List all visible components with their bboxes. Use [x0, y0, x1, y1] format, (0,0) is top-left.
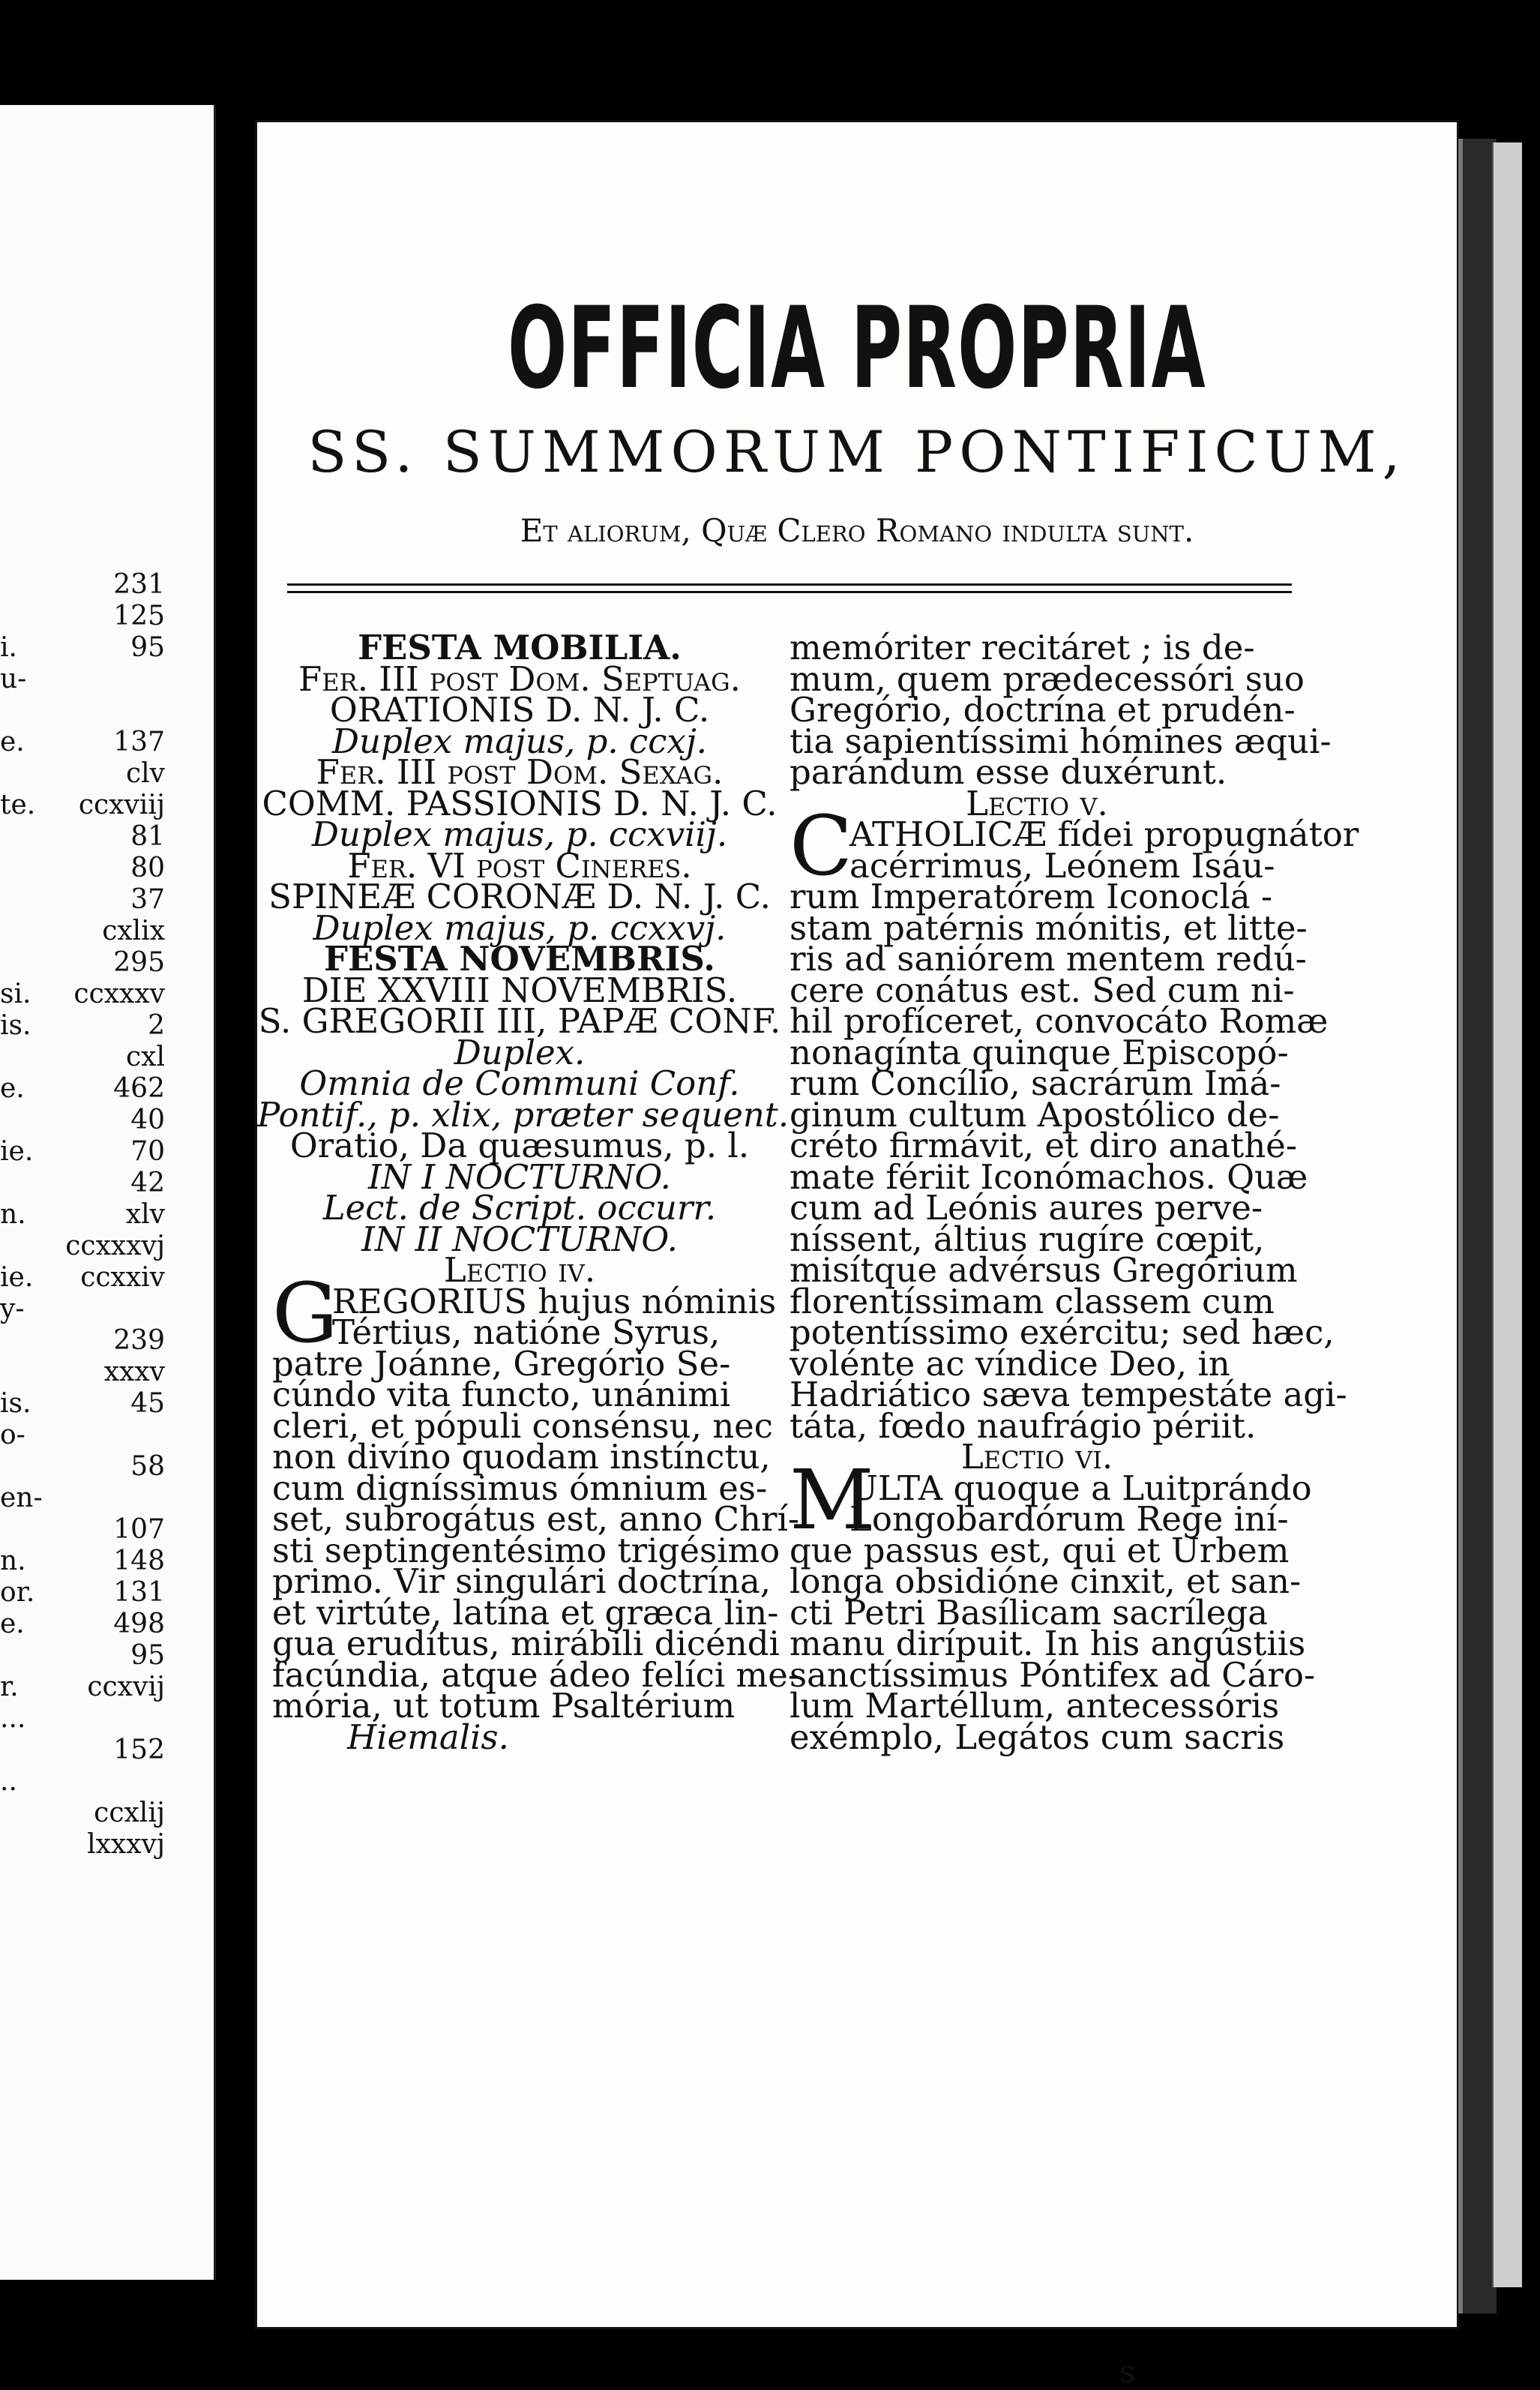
left-page-row — [0, 1830, 202, 1860]
left-page-row — [0, 979, 202, 1009]
text-line: REGORIUS hujus nóminis — [332, 1281, 777, 1321]
text-line: créto firmávit, et diro anathé- — [789, 1126, 1298, 1165]
left-page-row — [0, 822, 202, 852]
left-page-row — [0, 664, 202, 694]
left-page-row — [0, 1452, 202, 1482]
text-line: Gregório, doctrína et prudén- — [789, 690, 1296, 730]
text-line: potentíssimo exércitu; sed hæc, — [789, 1312, 1335, 1352]
previous-page — [0, 105, 216, 2280]
left-page-number: 498 — [113, 1609, 165, 1639]
left-page-number: 81 — [130, 821, 165, 852]
left-page-row — [0, 1389, 202, 1419]
text-line: patre Joánne, Gregório Se- — [272, 1343, 731, 1384]
left-page-row — [0, 1767, 202, 1797]
text-line: Longobardórum Rege iní- — [849, 1499, 1289, 1539]
text-line: stam patérnis mónitis, et litte- — [789, 907, 1308, 948]
left-page-fragment: en- — [0, 1483, 43, 1513]
left-page-row — [0, 1735, 202, 1765]
text-line: mum, quem prædecessóri suo — [789, 658, 1305, 699]
left-page-row — [0, 885, 202, 915]
left-page-number: 37 — [130, 884, 165, 915]
text-line: DIE XXVIII NOVEMBRIS. — [301, 970, 738, 1010]
text-line: tia sapientíssimi hómines æqui- — [789, 721, 1332, 761]
left-page-number: 70 — [130, 1136, 165, 1167]
text-line: ATHOLICÆ fídei propugnátor — [849, 814, 1359, 854]
text-line: que passus est, qui et Urbem — [789, 1530, 1290, 1570]
left-page-fragment: n. — [0, 1199, 26, 1230]
left-page-row — [0, 1609, 202, 1639]
left-page-row — [0, 1357, 202, 1387]
left-page-row — [0, 1326, 202, 1356]
left-page-row — [0, 948, 202, 978]
left-page-number: 462 — [113, 1073, 165, 1104]
left-page-number: clv — [125, 758, 165, 789]
text-line: volénte ac víndice Deo, in — [789, 1343, 1230, 1384]
left-page-number: 148 — [113, 1546, 165, 1576]
text-line: IN I NOCTURNO. — [368, 1156, 671, 1197]
text-line: ULTA quoque a Luitprándo — [849, 1468, 1312, 1508]
text-line: primo. Vir singulári doctrína, — [272, 1561, 771, 1601]
left-page-number: 107 — [113, 1514, 165, 1545]
text-line: Omnia de Communi Conf. — [299, 1063, 740, 1103]
left-page-row — [0, 601, 202, 631]
left-page-row — [0, 1074, 202, 1104]
left-page-number: cxl — [126, 1042, 165, 1072]
left-page-number: 95 — [130, 632, 165, 663]
left-page-number: 137 — [113, 727, 165, 757]
text-line: set, subrogátus est, anno Chrí- — [272, 1499, 800, 1539]
text-line: S. GREGORII III, PAPÆ CONF. — [258, 1001, 781, 1041]
left-page-number: 125 — [113, 601, 165, 631]
left-page-number: ccxxxv — [73, 979, 165, 1009]
left-page-row — [0, 1546, 202, 1576]
text-line: parándum esse duxérunt. — [789, 752, 1227, 792]
left-page-row — [0, 633, 202, 663]
text-line: táta, fœdo naufrágio périit. — [789, 1405, 1257, 1446]
drop-cap-letter: M — [789, 1451, 874, 1548]
left-page-row — [0, 1168, 202, 1198]
left-page-row — [0, 1578, 202, 1608]
left-page-fragment: ie. — [0, 1136, 34, 1167]
text-line: FESTA NOVEMBRIS. — [324, 939, 715, 979]
left-page-row — [0, 1483, 202, 1513]
left-page-number: 239 — [113, 1325, 165, 1356]
left-page-number: xlv — [125, 1199, 165, 1230]
drop-cap-letter: G — [272, 1264, 338, 1361]
text-line: et virtúte, latína et græca lin- — [272, 1592, 779, 1633]
left-page-row — [0, 1515, 202, 1545]
text-line: Duplex majus, p. ccxxvj. — [313, 907, 727, 948]
left-page-row — [0, 853, 202, 883]
text-line: rum Concílio, sacrárum Imá- — [789, 1063, 1281, 1103]
text-line: Tértius, natióne Syrus, — [332, 1312, 721, 1352]
left-page-number: ccxxiv — [80, 1262, 165, 1293]
left-page-number: ccxxxvj — [65, 1231, 165, 1261]
text-line: nonagínta quinque Episcopó- — [789, 1032, 1289, 1072]
left-page-fragment: o- — [0, 1420, 25, 1450]
text-line: sanctíssimus Póntifex ad Cáro- — [789, 1654, 1316, 1695]
left-page-row — [0, 1105, 202, 1135]
left-page-fragment: si. — [0, 979, 31, 1009]
text-line: Lectio iv. — [443, 1250, 596, 1290]
text-line: IN II NOCTURNO. — [361, 1219, 678, 1259]
text-line: Oratio, Da quæsumus, p. l. — [289, 1126, 750, 1165]
left-page-fragment: e. — [0, 1073, 25, 1104]
text-line: ris ad saniórem mentem redú- — [789, 939, 1307, 979]
left-page-number: 42 — [130, 1168, 165, 1198]
left-page-row — [0, 1704, 202, 1734]
text-line: longa obsidióne cinxit, et san- — [789, 1561, 1302, 1601]
left-page-row — [0, 696, 202, 726]
left-page-number: 58 — [130, 1451, 165, 1482]
left-page-fragment: or. — [0, 1577, 35, 1608]
text-line: cere conátus est. Sed cum ni- — [789, 970, 1295, 1010]
left-page-row — [0, 1011, 202, 1041]
left-page-row — [0, 1420, 202, 1450]
left-page-fragment: .. — [0, 1766, 17, 1797]
left-page-number: xxxv — [103, 1357, 165, 1387]
text-line: acérrimus, Leónem Isáu- — [849, 845, 1275, 886]
left-page-fragment: is. — [0, 1010, 31, 1041]
left-page-fragment: u- — [0, 664, 27, 694]
left-page-number: 152 — [113, 1735, 165, 1765]
left-page-row — [0, 1263, 202, 1293]
left-page-number: cxlix — [102, 916, 165, 946]
text-line: cum ad Leónis aures perve- — [789, 1188, 1263, 1228]
left-page-number: 295 — [113, 947, 165, 978]
page-subtitle-secondary: Et aliorum, Quæ Clero Romano indulta sunt. — [520, 512, 1194, 549]
left-page-row — [0, 759, 202, 789]
left-page-number: 231 — [113, 569, 165, 600]
text-line: gua erudítus, mirábili dicéndi — [272, 1624, 780, 1663]
left-page-row — [0, 790, 202, 820]
left-page-row — [0, 1137, 202, 1167]
text-line: non divíno quodam instínctu, — [272, 1437, 771, 1477]
text-line: cleri, et pópuli consénsu, nec — [272, 1405, 774, 1446]
left-page-row — [0, 1294, 202, 1324]
left-page-row — [0, 1200, 202, 1230]
text-line: COMM. PASSIONIS D. N. J. C. — [262, 783, 777, 823]
text-line: ginum cultum Apostólico de- — [789, 1094, 1280, 1135]
text-line: FESTA MOBILIA. — [358, 628, 682, 667]
text-line: cti Petri Basílicam sacrílega — [789, 1592, 1269, 1633]
left-page-fragment: r. — [0, 1672, 19, 1702]
text-line: Fer. III post Dom. Septuag. — [298, 658, 741, 699]
left-page-row — [0, 1042, 202, 1072]
text-line: exémplo, Legátos cum sacris — [789, 1717, 1285, 1757]
printer-signature: s — [1119, 2353, 1136, 2390]
text-line: Duplex. — [454, 1032, 586, 1072]
left-page-number: 80 — [130, 853, 165, 883]
left-page-fragment: e. — [0, 727, 25, 757]
left-page-fragment: n. — [0, 1546, 26, 1576]
text-line: SPINEÆ CORONÆ D. N. J. C. — [268, 877, 771, 916]
text-line: níssent, áltius rugíre cœpit, — [789, 1219, 1265, 1259]
left-page-fragment: ... — [0, 1703, 26, 1734]
left-page-fragment: i. — [0, 632, 17, 663]
left-page-number: 95 — [130, 1640, 165, 1671]
text-line: Lect. de Script. occurr. — [322, 1188, 717, 1228]
left-page-fragment: y- — [0, 1294, 25, 1324]
left-page-fragment: te. — [0, 790, 36, 820]
page-edge — [1458, 139, 1497, 2314]
left-page-row — [0, 916, 202, 946]
text-line: cum digníssimus ómnium es- — [272, 1468, 768, 1508]
text-line: memóriter recitáret ; is de- — [789, 628, 1255, 667]
header-rule — [287, 583, 1292, 586]
left-page-number: 45 — [130, 1388, 165, 1419]
left-page-row — [0, 1672, 202, 1702]
text-line: Duplex majus, p. ccxj. — [331, 721, 708, 761]
left-page-row — [0, 1798, 202, 1828]
text-line: hil profíceret, convocáto Romæ — [789, 1001, 1329, 1041]
page-edge-outer — [1492, 142, 1522, 2287]
left-page-row — [0, 727, 202, 757]
text-line: cúndo vita functo, unánimi — [272, 1375, 731, 1414]
left-page-row — [0, 570, 202, 600]
left-page-fragment: e. — [0, 1609, 25, 1639]
header-rule-double — [287, 591, 1292, 593]
left-page-row — [0, 1231, 202, 1261]
left-page-fragment: ie. — [0, 1262, 34, 1293]
text-line: Fer. VI post Cineres. — [347, 845, 692, 886]
page-subtitle: SS. SUMMORUM PONTIFICUM, — [307, 418, 1407, 485]
text-line: manu dirípuit. In his angústiis — [789, 1624, 1306, 1663]
left-page-number: ccxlij — [94, 1798, 165, 1828]
text-line: mória, ut totum Psaltérium — [272, 1686, 736, 1726]
text-line: Duplex majus, p. ccxviij. — [311, 814, 728, 854]
left-page-number: ccxviij — [78, 790, 165, 820]
text-line: ORATIONIS D. N. J. C. — [329, 690, 710, 730]
text-line: Lectio v. — [966, 783, 1108, 823]
left-page-number: ccxvij — [87, 1672, 165, 1702]
left-page-number: lxxxvj — [87, 1829, 165, 1860]
text-line: Hiemalis. — [347, 1717, 509, 1757]
text-line: Fer. III post Dom. Sexag. — [316, 752, 724, 792]
text-line: mate fériit Iconómachos. Quæ — [789, 1156, 1308, 1197]
left-page-number: 131 — [113, 1577, 165, 1608]
page-title: OFFICIA PROPRIA — [508, 283, 1206, 414]
text-line: misítque advérsus Gregórium — [789, 1250, 1298, 1290]
text-line: lum Martéllum, antecessóris — [789, 1686, 1280, 1726]
left-page-number: 2 — [148, 1010, 165, 1041]
left-page-number: 40 — [130, 1105, 165, 1135]
drop-cap-letter: C — [789, 798, 853, 894]
left-page-row — [0, 1641, 202, 1671]
main-page — [255, 120, 1459, 2390]
text-line: rum Imperatórem Iconoclá - — [789, 877, 1273, 916]
text-line: facúndia, atque ádeo felíci me- — [272, 1654, 800, 1695]
text-line: florentíssimam classem cum — [789, 1281, 1275, 1321]
text-line: sti septingentésimo trigésimo — [272, 1530, 780, 1570]
left-page-fragment: is. — [0, 1388, 31, 1419]
text-line: Lectio vi. — [960, 1437, 1113, 1477]
text-line: Hadriático sæva tempestáte agi- — [789, 1375, 1347, 1414]
text-line: Pontif., p. xlix, præter sequent. — [257, 1094, 789, 1135]
